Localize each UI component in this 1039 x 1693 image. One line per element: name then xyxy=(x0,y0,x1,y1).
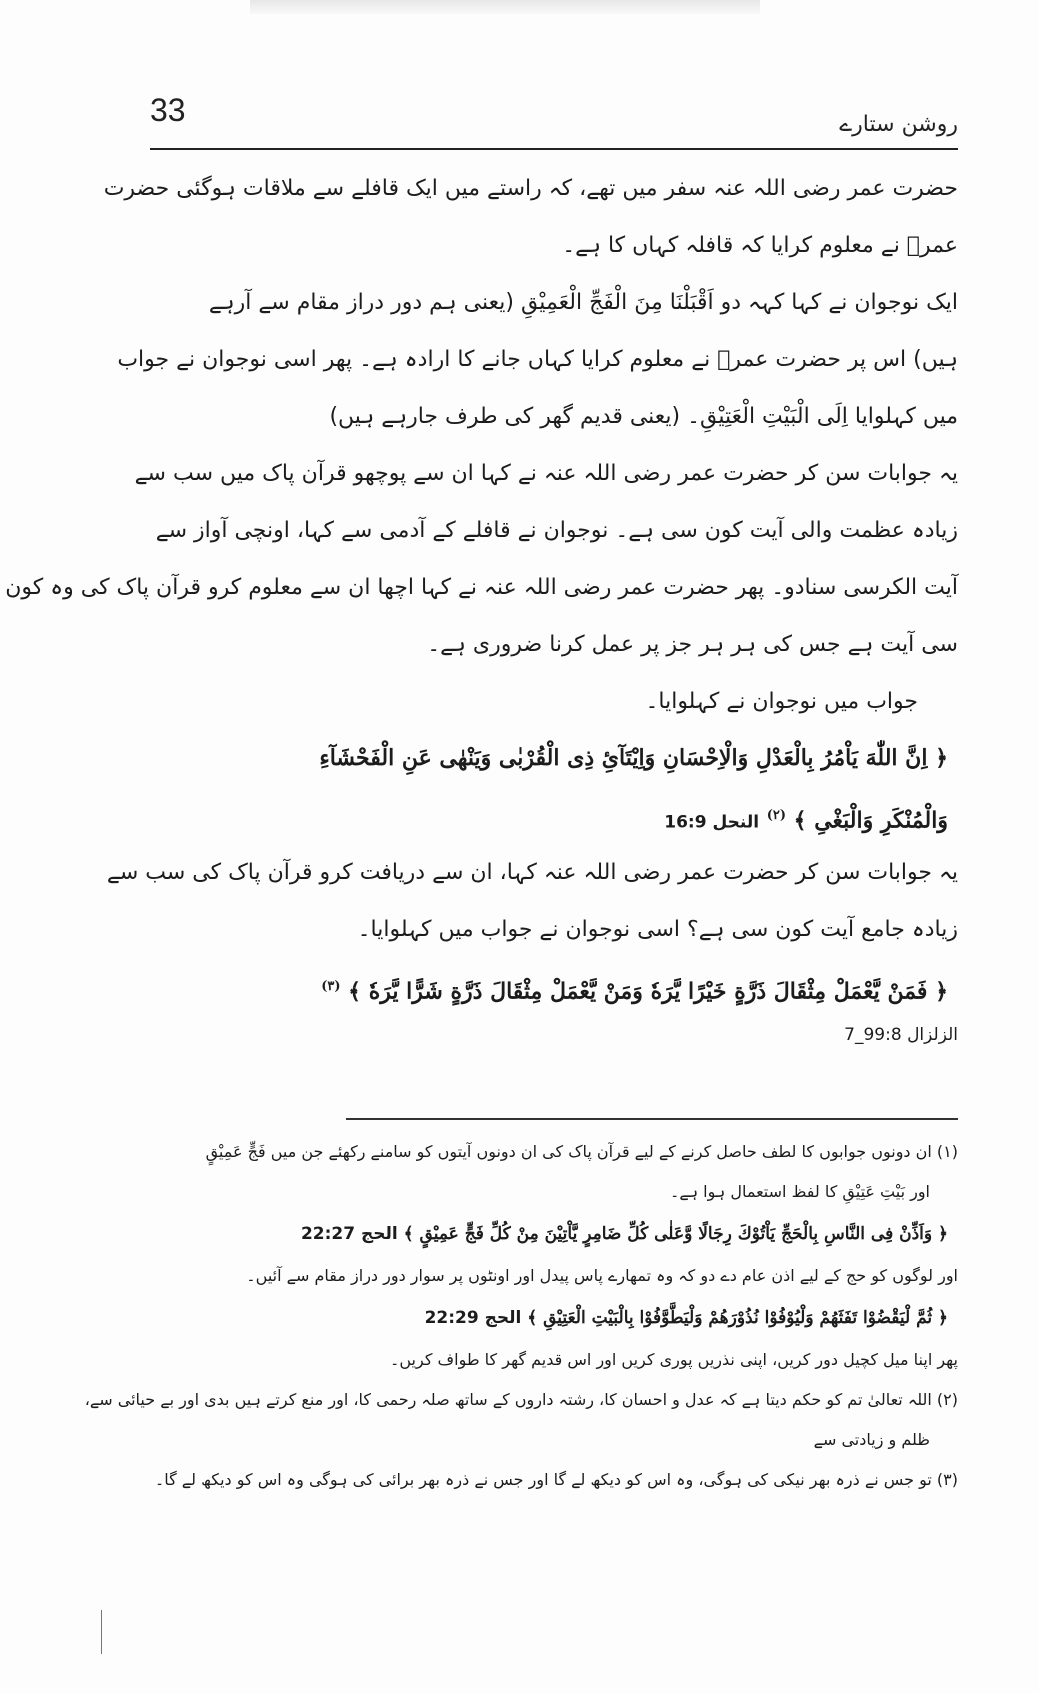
footnote-line: (٢) اللہ تعالیٰ تم کو حکم دیتا ہے کہ عدل و احسان کا، رشتہ داروں کے ساتھ صلہ رحمی کا، اور منع کرتے ہیں بدی اور بے حیائی سے، xyxy=(84,1390,958,1409)
verse-text: ﴿ وَاَذِّنْ فِى النَّاسِ بِالْحَجِّ يَاْتُوْكَ رِجَالًا وَّعَلٰى كُلِّ ضَامِرٍ يَّاْتِيْنَ مِنْ كُلِّ فَجٍّ عَمِيْقٍ ﴾ xyxy=(403,1224,948,1244)
page-number: 33 xyxy=(150,92,186,128)
footnote-marker: (٣) xyxy=(321,979,341,994)
page-header xyxy=(150,92,958,150)
footnote-translation: اور لوگوں کو حج کے لیے اذن عام دے دو کہ وہ تمھارے پاس پیدل اور اونٹوں پر سوار دور دراز مقام سے آئیں۔ xyxy=(246,1266,958,1285)
footnote-verse xyxy=(150,1212,958,1256)
text-line: زیادہ عظمت والی آیت کون سی ہے۔ نوجوان نے قافلے کے آدمی سے کہا، اونچی آواز سے xyxy=(155,518,958,543)
verse-reference: الحج 22:27 xyxy=(300,1224,398,1244)
footnote-translation: پھر اپنا میل کچیل دور کریں، اپنی نذریں پوری کریں اور اس قدیم گھر کا طواف کریں۔ xyxy=(390,1350,958,1369)
text-line: یہ جوابات سن کر حضرت عمر رضی اللہ عنہ نے کہا ان سے پوچھو قرآن پاک میں سب سے xyxy=(134,461,958,486)
footnotes xyxy=(84,1132,958,1500)
text-line: حضرت عمر رضی اللہ عنہ سفر میں تھے، کہ راستے میں ایک قافلے سے ملاقات ہوگئی حضرت xyxy=(103,176,958,201)
running-title: روشن ستارے xyxy=(839,112,958,137)
footnote-line: (٣) تو جس نے ذرہ بھر نیکی کی ہوگی، وہ اس کو دیکھ لے گا اور جس نے ذرہ بھر برائی کی ہوگی وہ اس کو دیکھ لے گا۔ xyxy=(154,1470,958,1489)
text-line: یہ جوابات سن کر حضرت عمر رضی اللہ عنہ کہا، ان سے دریافت کرو قرآن پاک کی سب سے xyxy=(106,860,958,885)
footnote-line: ظلم و زیادتی سے xyxy=(813,1430,930,1449)
text-line: آیت الکرسی سنادو۔ پھر حضرت عمر رضی اللہ عنہ نے کہا اچھا ان سے معلوم کرو قرآن پاک کی وہ کون xyxy=(5,575,958,600)
header-rule xyxy=(150,148,958,150)
verse-reference: النحل 16:9 xyxy=(664,812,760,833)
footnote-rule xyxy=(346,1118,958,1120)
footnote-line: اور بَيْتِ عَتِيْقِ کا لفظ استعمال ہوا ہے۔ xyxy=(669,1182,930,1201)
footnote-marker: (٢) xyxy=(766,808,786,823)
quran-verse-line xyxy=(150,787,958,844)
text-line: ہیں) اس پر حضرت عمرؓ نے معلوم کرایا کہاں جانے کا ارادہ ہے۔ پھر اسی نوجوان نے جواب xyxy=(117,347,958,372)
text-line: ایک نوجوان نے کہا کہہ دو اَقْبَلْنَا مِنَ الْفَجِّ الْعَمِيْقِ (یعنی ہم دور دراز مقام سے آرہے xyxy=(208,290,958,315)
text-line: میں کہلوایا اِلَى الْبَيْتِ الْعَتِيْقِ۔ (یعنی قدیم گھر کی طرف جارہے ہیں) xyxy=(329,404,958,429)
verse-text: وَالْمُنْكَرِ وَالْبَغْىِ ﴾ xyxy=(793,807,948,834)
text-line: زیادہ جامع آیت کون سی ہے؟ اسی نوجوان نے جواب میں کہلوایا۔ xyxy=(357,917,958,942)
scan-smudge xyxy=(250,0,760,14)
verse-reference: الزلزال 99:8_7 xyxy=(844,1025,958,1045)
verse-text: ﴿ ثُمَّ لْيَقْضُوْا تَفَثَهُمْ وَلْيُوْفُوْا نُذُوْرَهُمْ وَلْيَطَّوَّفُوْا بِالْبَيْتِ الْعَتِيْقِ ﴾ xyxy=(527,1308,948,1328)
text-line: سی آیت ہے جس کی ہر ہر جز پر عمل کرنا ضروری ہے۔ xyxy=(427,632,958,657)
main-text xyxy=(5,160,958,1055)
quran-verse-line xyxy=(150,958,958,1015)
verse-reference: الحج 22:29 xyxy=(424,1308,522,1328)
verse-text: ﴿ فَمَنْ يَّعْمَلْ مِثْقَالَ ذَرَّةٍ خَيْرًا يَّرَهٗ وَمَنْ يَّعْمَلْ مِثْقَالَ ذَرَّةٍ شَرًّا يَّرَهٗ ﴾ xyxy=(348,978,948,1005)
footnote-line: (١) ان دونوں جوابوں کا لطف حاصل کرنے کے لیے قرآن پاک کی ان دونوں آیتوں کو سامنے رکھئے جن میں فَجٍّ عَمِيْقٍ xyxy=(205,1142,958,1161)
footnote-verse xyxy=(150,1296,958,1340)
margin-mark xyxy=(101,1610,102,1654)
text-line: جواب میں نوجوان نے کہلوایا۔ xyxy=(645,689,918,714)
text-line: عمرؓ نے معلوم کرایا کہ قافلہ کہاں کا ہے۔ xyxy=(562,233,958,258)
quran-verse-line: ﴿ اِنَّ اللّٰهَ يَاْمُرُ بِالْعَدْلِ وَالْاِحْسَانِ وَاِيْتَآئِ ذِى الْقُرْبٰى وَيَنْهٰى عَنِ الْفَحْشَآءِ xyxy=(319,745,948,771)
